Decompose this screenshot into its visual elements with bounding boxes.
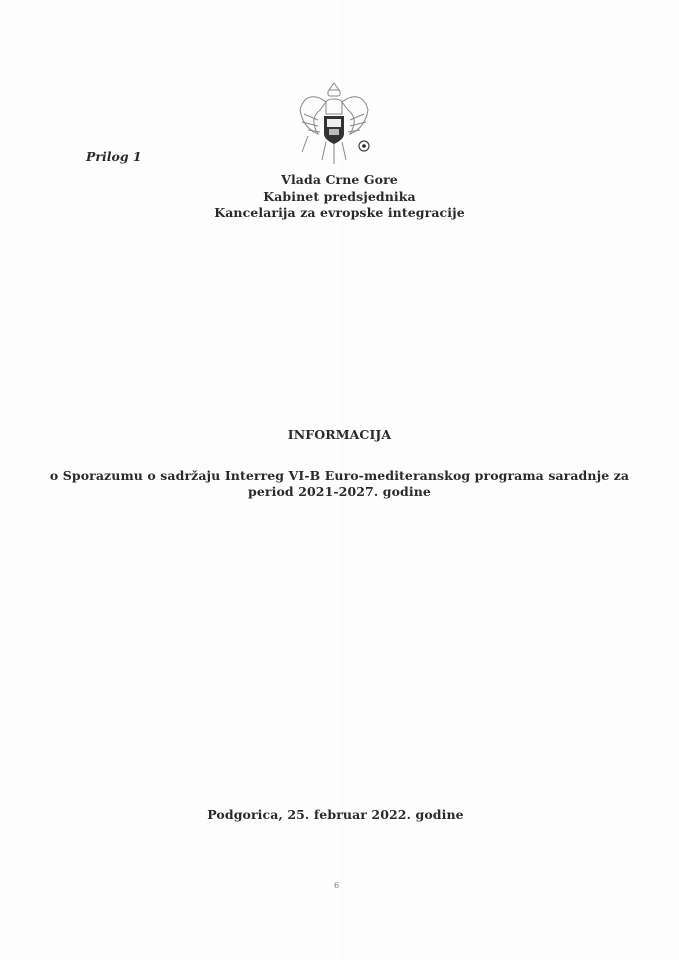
- coat-of-arms-icon: [296, 80, 372, 168]
- header-line-cabinet: Kabinet predsjednika: [263, 189, 416, 204]
- annex-label: Prilog 1: [86, 149, 142, 164]
- page-number: 6: [333, 881, 340, 890]
- document-title: INFORMACIJA: [287, 427, 392, 442]
- header-line-office: Kancelarija za evropske integracije: [214, 205, 465, 220]
- place-and-date: Podgorica, 25. februar 2022. godine: [207, 807, 464, 822]
- header-line-government: Vlada Crne Gore: [281, 172, 398, 187]
- document-subtitle-line-1: o Sporazumu o sadržaju Interreg VI-B Euro-mediteranskog programa saradnje za: [49, 468, 630, 483]
- document-subtitle-line-2: period 2021-2027. godine: [248, 484, 431, 499]
